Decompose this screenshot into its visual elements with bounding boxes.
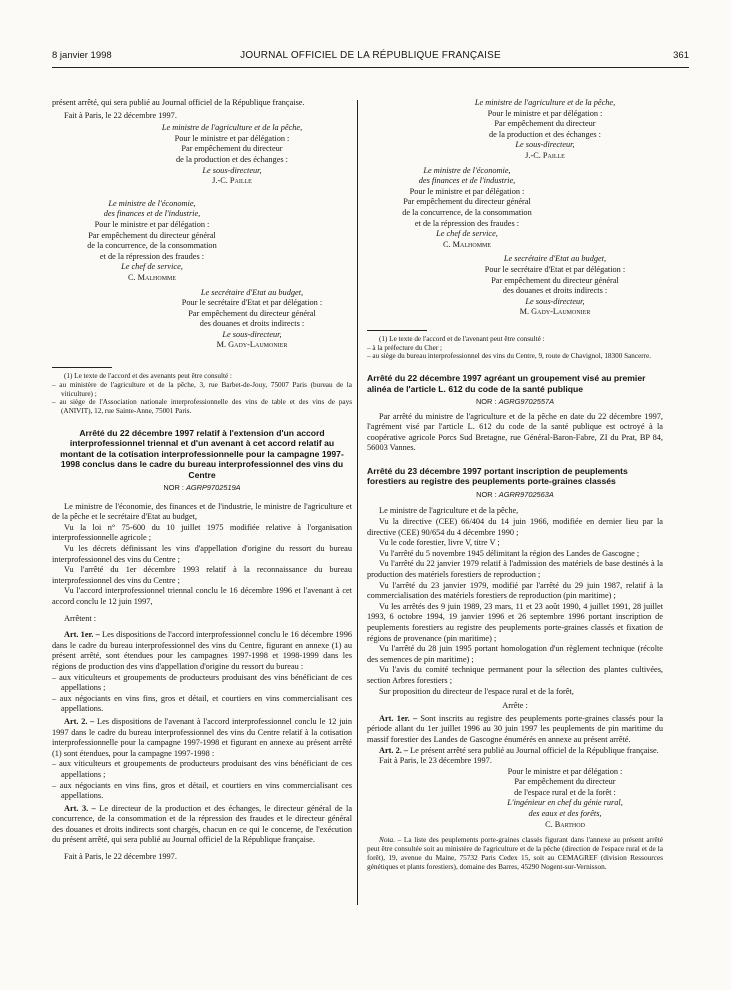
footnote-rule [52, 367, 112, 368]
arretent: Arrêtent : [64, 613, 97, 623]
footnote-line: (1) Le texte de l'accord et de l'avenant peut être consulté : [379, 334, 545, 343]
sig-line: Le sous-directeur, [202, 165, 262, 175]
article-text: Sont inscrits au registre des peuplements porte-graines classés pour la période allant du 1er juillet 1996 au 30 juin 1997 les peuplements de pin maritime du massif forestier des Landes de Gascogne énumérés en annexe au présent arrêté. [367, 713, 664, 744]
preamble-line: Vu l'arrêté du 28 juin 1995 portant homologation d'un règlement technique (récolte des semences de pin maritime) ; [367, 644, 663, 664]
nor-reference [52, 483, 352, 494]
preamble-line: Vu l'arrêté du 22 janvier 1979 relatif à l'admission des matériels de base destinés à la production des matériels forestiers de reproduction ; [367, 559, 663, 580]
header-rule [52, 67, 689, 68]
preamble-line: Le ministre de l'agriculture et de la pêche, [379, 506, 519, 516]
footnotes-right [367, 330, 663, 361]
sig-name: C. Malhomme [442, 239, 492, 249]
fait-a-paris: Fait à Paris, le 23 décembre 1997. [379, 756, 492, 766]
arrete-extension [52, 428, 352, 863]
sig-line: Par empêchement du directeur [181, 144, 283, 154]
right-column [367, 98, 663, 872]
sig-line: Pour le ministre et par délégation : [487, 108, 603, 118]
arrete-text: Par arrêté du ministre de l'agriculture et de la pêche en date du 22 décembre 1997, l'agrément visé par l'article L. 612 du code de la santé publique est octroyé à la coopérative agricole Porcs Sud Bretagne, rue Général-Baron-Fabre, ZI du Prat, BP 84, 56003 Vannes. [367, 411, 663, 453]
arrete-title: Arrêté du 22 décembre 1997 relatif à l'extension d'un accord interprofessionnel triennal et d'un avenant à cet accord relatif au montant de la cotisation interprofessionnelle pour la campagne 1997-1998 conclus dans le cadre du bureau interprofessionnel des vins du Centre [60, 428, 344, 480]
sig-name: J.-C. Paille [525, 150, 565, 160]
sig-line: Par empêchement du directeur général [88, 230, 216, 240]
article-label: Art. 1er. – [379, 713, 418, 723]
article-label: Art. 2. – [64, 716, 95, 726]
preamble-line: Vu l'accord interprofessionnel triennal conclu le 16 décembre 1996 et l'avenant à cet accord conclu le 12 juin 1997, [52, 586, 352, 607]
article-text: Le présent arrêté sera publié au Journal officiel de la République française. [410, 745, 659, 755]
signature-final [367, 767, 663, 831]
preamble-line: Vu les arrêtés des 9 juin 1989, 23 mars, 11 et 23 août 1990, 4 juillet 1991, 28 juillet 1993, 6 octobre 1994, 19 janvier 1996 et 26 septembre 1996 portant inscription de peuplements forestiers au registre des peuplements porte-graines classés et fixation de régions de provenance (pin maritime) ; [367, 601, 663, 643]
arrete-groupement [367, 373, 663, 454]
article-1 [367, 714, 663, 746]
preamble-line: Sur proposition du directeur de l'espace rural et de la forêt, [379, 686, 574, 696]
footnote-item: – au siège de l'Association nationale interprofessionnelle des vins de table et des vins de pays (ANIVIT), 12, rue Sainte-Anne, 75001 Paris. [52, 398, 352, 416]
nor-label: NOR : [163, 483, 184, 493]
footnote-item: – au ministère de l'agriculture et de la pêche, 3, rue Barbet-de-Jouy, 75007 Paris (bureau de la viticulture) ; [52, 380, 352, 398]
sig-line: des finances et de l'industrie, [418, 176, 516, 186]
nor-code: AGRG9702557A [498, 397, 555, 407]
sig-line: de la concurrence, de la consommation [402, 207, 532, 217]
nor-reference [367, 490, 663, 501]
sig-name: C. Barthod [545, 819, 585, 829]
preamble-line: Vu les décrets définissant les vins d'appellation d'origine du ressort du bureau interprofessionnel des vins du Centre ; [52, 544, 352, 564]
signature-budget-right [367, 254, 663, 318]
sig-line: de l'espace rural et de la forêt : [514, 787, 616, 797]
nor-code: AGRR9702563A [498, 489, 554, 499]
page-header [52, 50, 689, 64]
preamble-line: Vu l'arrêté du 23 janvier 1979, modifié par l'arrêté du 29 juin 1987, relatif à la commercialisation des matériels forestiers de reproduction (pin maritime) ; [367, 580, 663, 601]
sig-line: Par empêchement du directeur général [403, 197, 531, 207]
column-divider [357, 100, 358, 905]
article-text: Le directeur de la production et des échanges, le directeur général de la concurrence, de la consommation et de la répression des fraudes et le directeur général des douanes et droits indirects sont chargés, chacun en ce qui le concerne, de l'exécution du présent arrêté, qui sera publié au Journal officiel de la République française. [52, 803, 353, 845]
preamble-line: Vu l'arrêté du 5 novembre 1945 délimitant la région des Landes de Gascogne ; [379, 548, 640, 558]
footnote-item: – au siège du bureau interprofessionnel des vins du Centre, 9, route de Chavignol, 18300 Sancerre. [367, 352, 652, 361]
signature-agriculture [52, 123, 352, 187]
article-2 [367, 746, 663, 757]
article-2 [52, 717, 352, 759]
intro-text: présent arrêté, qui sera publié au Journal officiel de la République française. [52, 98, 305, 107]
sig-line: des douanes et droits indirects : [199, 319, 305, 329]
article-item: – aux négociants en vins fins, gros et détail, et courtiers en vins commercialisant ces appellations. [52, 780, 352, 801]
arrete-title: Arrêté du 23 décembre 1997 portant inscription de peuplements forestiers au registre des peuplements porte-graines classés [367, 466, 628, 487]
article-text: Les dispositions de l'avenant à l'accord interprofessionnel conclu le 12 juin 1997 dans le cadre du bureau interprofessionnel des vins du Centre relatif à la cotisation interprofessionnelle pour la campagne 1997-1998 et figurant en annexe au présent arrêté (1) sont étendues, pour la campagne 1997-1998 : [52, 716, 353, 758]
footnote-item: – à la préfecture du Cher ; [367, 343, 443, 352]
preamble-line: Vu l'avis du comité technique permanent pour la sélection des plantes cultivées, section Arbres forestiers ; [367, 665, 663, 685]
article-item: – aux viticulteurs et groupements de producteurs produisant des vins bénéficiant de ces appellations ; [52, 672, 352, 693]
footnote-rule [367, 330, 427, 331]
preamble-line: Vu la directive (CEE) 66/404 du 14 juin 1966, modifiée en dernier lieu par la directive (CEE) 90/654 du 4 décembre 1990 ; [367, 517, 663, 537]
sig-line: Le ministre de l'agriculture et de la pêche, [474, 98, 616, 107]
sig-line: Le sous-directeur, [525, 296, 585, 306]
sig-line: de la production et des échanges : [176, 154, 288, 164]
sig-line: Pour le ministre et par délégation : [409, 186, 525, 196]
sig-line: Pour le ministre et par délégation : [94, 219, 210, 229]
preamble-line: Vu le code forestier, livre V, titre V ; [379, 538, 500, 548]
header-journal-title: JOURNAL OFFICIEL DE LA RÉPUBLIQUE FRANÇAISE [240, 50, 501, 61]
sig-line: Par empêchement du directeur général [491, 275, 619, 285]
sig-line: des eaux et des forêts, [528, 809, 602, 819]
sig-line: Le secrétaire d'Etat au budget, [503, 254, 607, 264]
header-date: 8 janvier 1998 [52, 50, 112, 61]
sig-line: Pour le secrétaire d'Etat et par délégation : [181, 298, 323, 308]
sig-line: L'ingénieur en chef du génie rural, [507, 798, 623, 808]
article-1 [52, 630, 352, 672]
sig-line: Le sous-directeur, [515, 140, 575, 150]
preamble-line: Le ministre de l'économie, des finances et de l'industrie, le ministre de l'agriculture et de la pêche et le secrétaire d'Etat au budget, [52, 501, 352, 522]
signature-agriculture-right [367, 98, 663, 162]
sig-line: Pour le ministre et par délégation : [507, 766, 623, 776]
nor-label: NOR : [475, 397, 497, 407]
arrete-peuplements [367, 466, 663, 872]
sig-line: Pour le ministre et par délégation : [174, 133, 290, 143]
article-3 [52, 804, 352, 846]
sig-name: C. Malhomme [127, 272, 177, 282]
sig-line: Le ministre de l'agriculture et de la pêche, [161, 123, 303, 133]
sig-line: de la production et des échanges : [489, 129, 601, 139]
arrete-title: Arrêté du 22 décembre 1997 agréant un groupement visé au premier alinéa de l'article L. 612 du code de la santé publique [367, 373, 646, 394]
nor-reference [367, 397, 663, 408]
sig-name: J.-C. Paille [212, 176, 252, 186]
nota-label: Nota. – [379, 835, 402, 845]
article-item: – aux viticulteurs et groupements de producteurs produisant des vins bénéficiant de ces appellations ; [52, 759, 352, 779]
sig-line: Par empêchement du directeur [514, 777, 616, 787]
preamble-line: Vu l'arrêté du 1er décembre 1993 relatif à la reconnaissance du bureau interprofessionnel des vins du Centre ; [52, 565, 352, 585]
nor-code: AGRP9702519A [185, 483, 241, 493]
sig-line: Le secrétaire d'Etat au budget, [200, 287, 304, 297]
fait-a-paris-2: Fait à Paris, le 22 décembre 1997. [64, 852, 177, 862]
sig-line: Pour le secrétaire d'Etat et par délégation : [484, 264, 626, 274]
article-label: Art. 3. – [64, 803, 96, 813]
fait-a-paris-1: Fait à Paris, le 22 décembre 1997. [64, 110, 177, 120]
sig-line: Le sous-directeur, [222, 329, 282, 339]
header-page-number: 361 [673, 50, 689, 61]
footnotes-left [52, 367, 352, 416]
signature-budget [52, 288, 352, 352]
signature-economie-right [367, 166, 567, 251]
footnote-line: (1) Le texte de l'accord et des avenants peut être consulté : [64, 372, 232, 381]
article-label: Art. 1er. – [64, 630, 100, 640]
sig-line: Le chef de service, [436, 229, 498, 239]
preamble-line: Vu la loi n° 75-600 du 10 juillet 1975 modifiée relative à l'organisation interprofessionnelle agricole ; [52, 522, 352, 543]
sig-line: Le ministre de l'économie, [108, 198, 196, 208]
signature-economie [52, 199, 252, 284]
article-item: – aux négociants en vins fins, gros et détail, et courtiers en vins commercialisant ces appellations. [52, 693, 352, 714]
article-text: Les dispositions de l'accord interprofessionnel conclu le 16 décembre 1996 dans le cadre du bureau interprofessionnel des vins du Centre, figurant en annexe (1) au présent arrêté, sont étendues pour les campagnes 1997-1998 et 1998-1999 dans les régions de production des vins d'appellation d'origine du ressort du bureau : [52, 630, 352, 671]
nor-label: NOR : [476, 489, 497, 499]
sig-line: et de la répression des fraudes : [414, 218, 520, 228]
nota-text: La liste des peuplements porte-graines classés figurant dans l'annexe au présent arrêté peut être consultée soit au ministère de l'agriculture et de la pêche (direction de l'espace rural et de la forêt), 19, avenue du Maine, 75732 Paris Cedex 15, soit au CEMAGREF (division Ressources génétiques et plants forestiers), domaine des Barres, 45290 Nogent-sur-Vernisson. [367, 835, 663, 871]
sig-line: Par empêchement du directeur général [188, 308, 316, 318]
preamble [367, 506, 663, 697]
sig-name: M. Gady-Laumonier [216, 340, 288, 350]
sig-line: et de la répression des fraudes : [99, 251, 205, 261]
sig-line: des douanes et droits indirects : [502, 286, 608, 296]
preamble [52, 502, 352, 608]
left-column [52, 98, 352, 863]
sig-line: Par empêchement du directeur [494, 119, 596, 129]
sig-line: des finances et de l'industrie, [103, 209, 201, 219]
sig-line: de la concurrence, de la consommation [87, 241, 217, 251]
article-label: Art. 2. – [379, 745, 409, 755]
sig-name: M. Gady-Laumonier [519, 307, 591, 317]
sig-line: Le chef de service, [121, 262, 183, 272]
nota [367, 836, 663, 872]
sig-line: Le ministre de l'économie, [423, 165, 511, 175]
arrete-word: Arrête : [502, 701, 528, 711]
